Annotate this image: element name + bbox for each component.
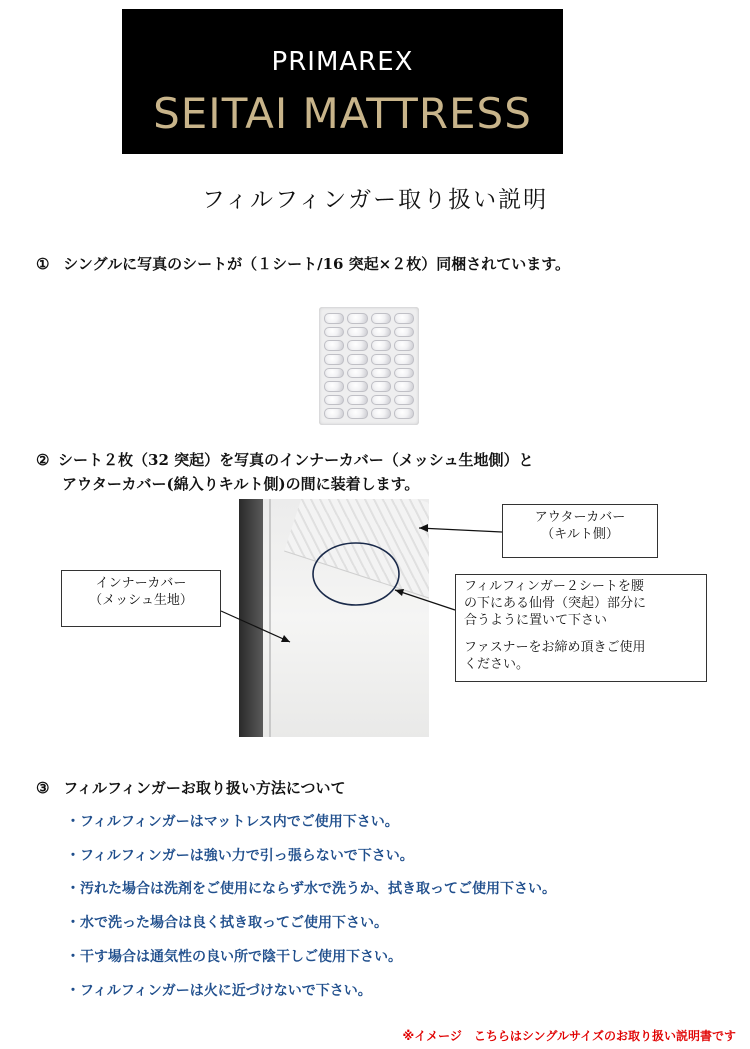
outer-cover-sublabel: （キルト側） <box>541 527 619 542</box>
bullet-item: ・フィルフィンガーはマットレス内でご使用下さい。 <box>66 814 399 830</box>
step-3-text: フィルフィンガーお取り扱い方法について <box>63 779 346 797</box>
step-1-number: ① <box>36 255 50 273</box>
bullet-item: ・フィルフィンガーは強い力で引っ張らないで下さい。 <box>66 848 414 864</box>
bullet-item: ・干す場合は通気性の良い所で陰干しご使用下さい。 <box>66 949 402 965</box>
placement-pointer-line <box>395 590 455 610</box>
step-3-number: ③ <box>36 779 50 797</box>
zipper-line-1: ファスナーをお締め頂きご使用 <box>464 640 646 655</box>
logo-brand-text: PRIMAREX <box>271 47 414 77</box>
inner-cover-sublabel: （メッシュ生地） <box>89 593 193 608</box>
page-title: フィルフィンガー取り扱い説明 <box>201 187 549 213</box>
bullet-item: ・水で洗った場合は良く拭き取ってご使用下さい。 <box>66 915 388 931</box>
step-2-text-line1: シート２枚（32 突起）を写真のインナーカバー（メッシュ生地側）と <box>58 451 534 469</box>
outer-cover-callout <box>502 504 658 558</box>
zipper-line-2: ください。 <box>464 657 530 672</box>
placement-callout <box>455 574 707 682</box>
outer-pointer-arrow <box>419 524 428 532</box>
step-3 <box>36 776 346 800</box>
footer-note: ※イメージ こちらはシングルサイズのお取り扱い説明書です <box>402 1029 736 1043</box>
inner-cover-callout <box>61 570 221 627</box>
placement-line-2: の下にある仙骨（突起）部分に <box>464 596 647 611</box>
bullet-item: ・汚れた場合は洗剤をご使用にならず水で洗うか、拭き取ってご使用下さい。 <box>66 881 556 897</box>
step-2-text-line2: アウターカバー(綿入りキルト側)の間に装着します。 <box>62 475 420 493</box>
placement-pointer-arrow <box>395 589 404 596</box>
placement-line-1: フィルフィンガー２シートを腰 <box>464 579 644 594</box>
bullet-item: ・フィルフィンガーは火に近づけないで下さい。 <box>66 983 372 999</box>
step-2-number: ② <box>36 451 50 469</box>
step-1-text: シングルに写真のシートが（１シート/16 突起×２枚）同梱されています。 <box>63 255 571 273</box>
logo-product-text: SEITAI MATTRESS <box>153 89 532 138</box>
inner-cover-label: インナーカバー <box>95 576 187 591</box>
outer-cover-label: アウターカバー <box>534 510 626 525</box>
placement-circle <box>313 543 399 605</box>
inner-pointer-line <box>221 611 290 642</box>
placement-line-3: 合うように置いて下さい <box>464 613 608 628</box>
outer-pointer-line <box>419 528 502 532</box>
